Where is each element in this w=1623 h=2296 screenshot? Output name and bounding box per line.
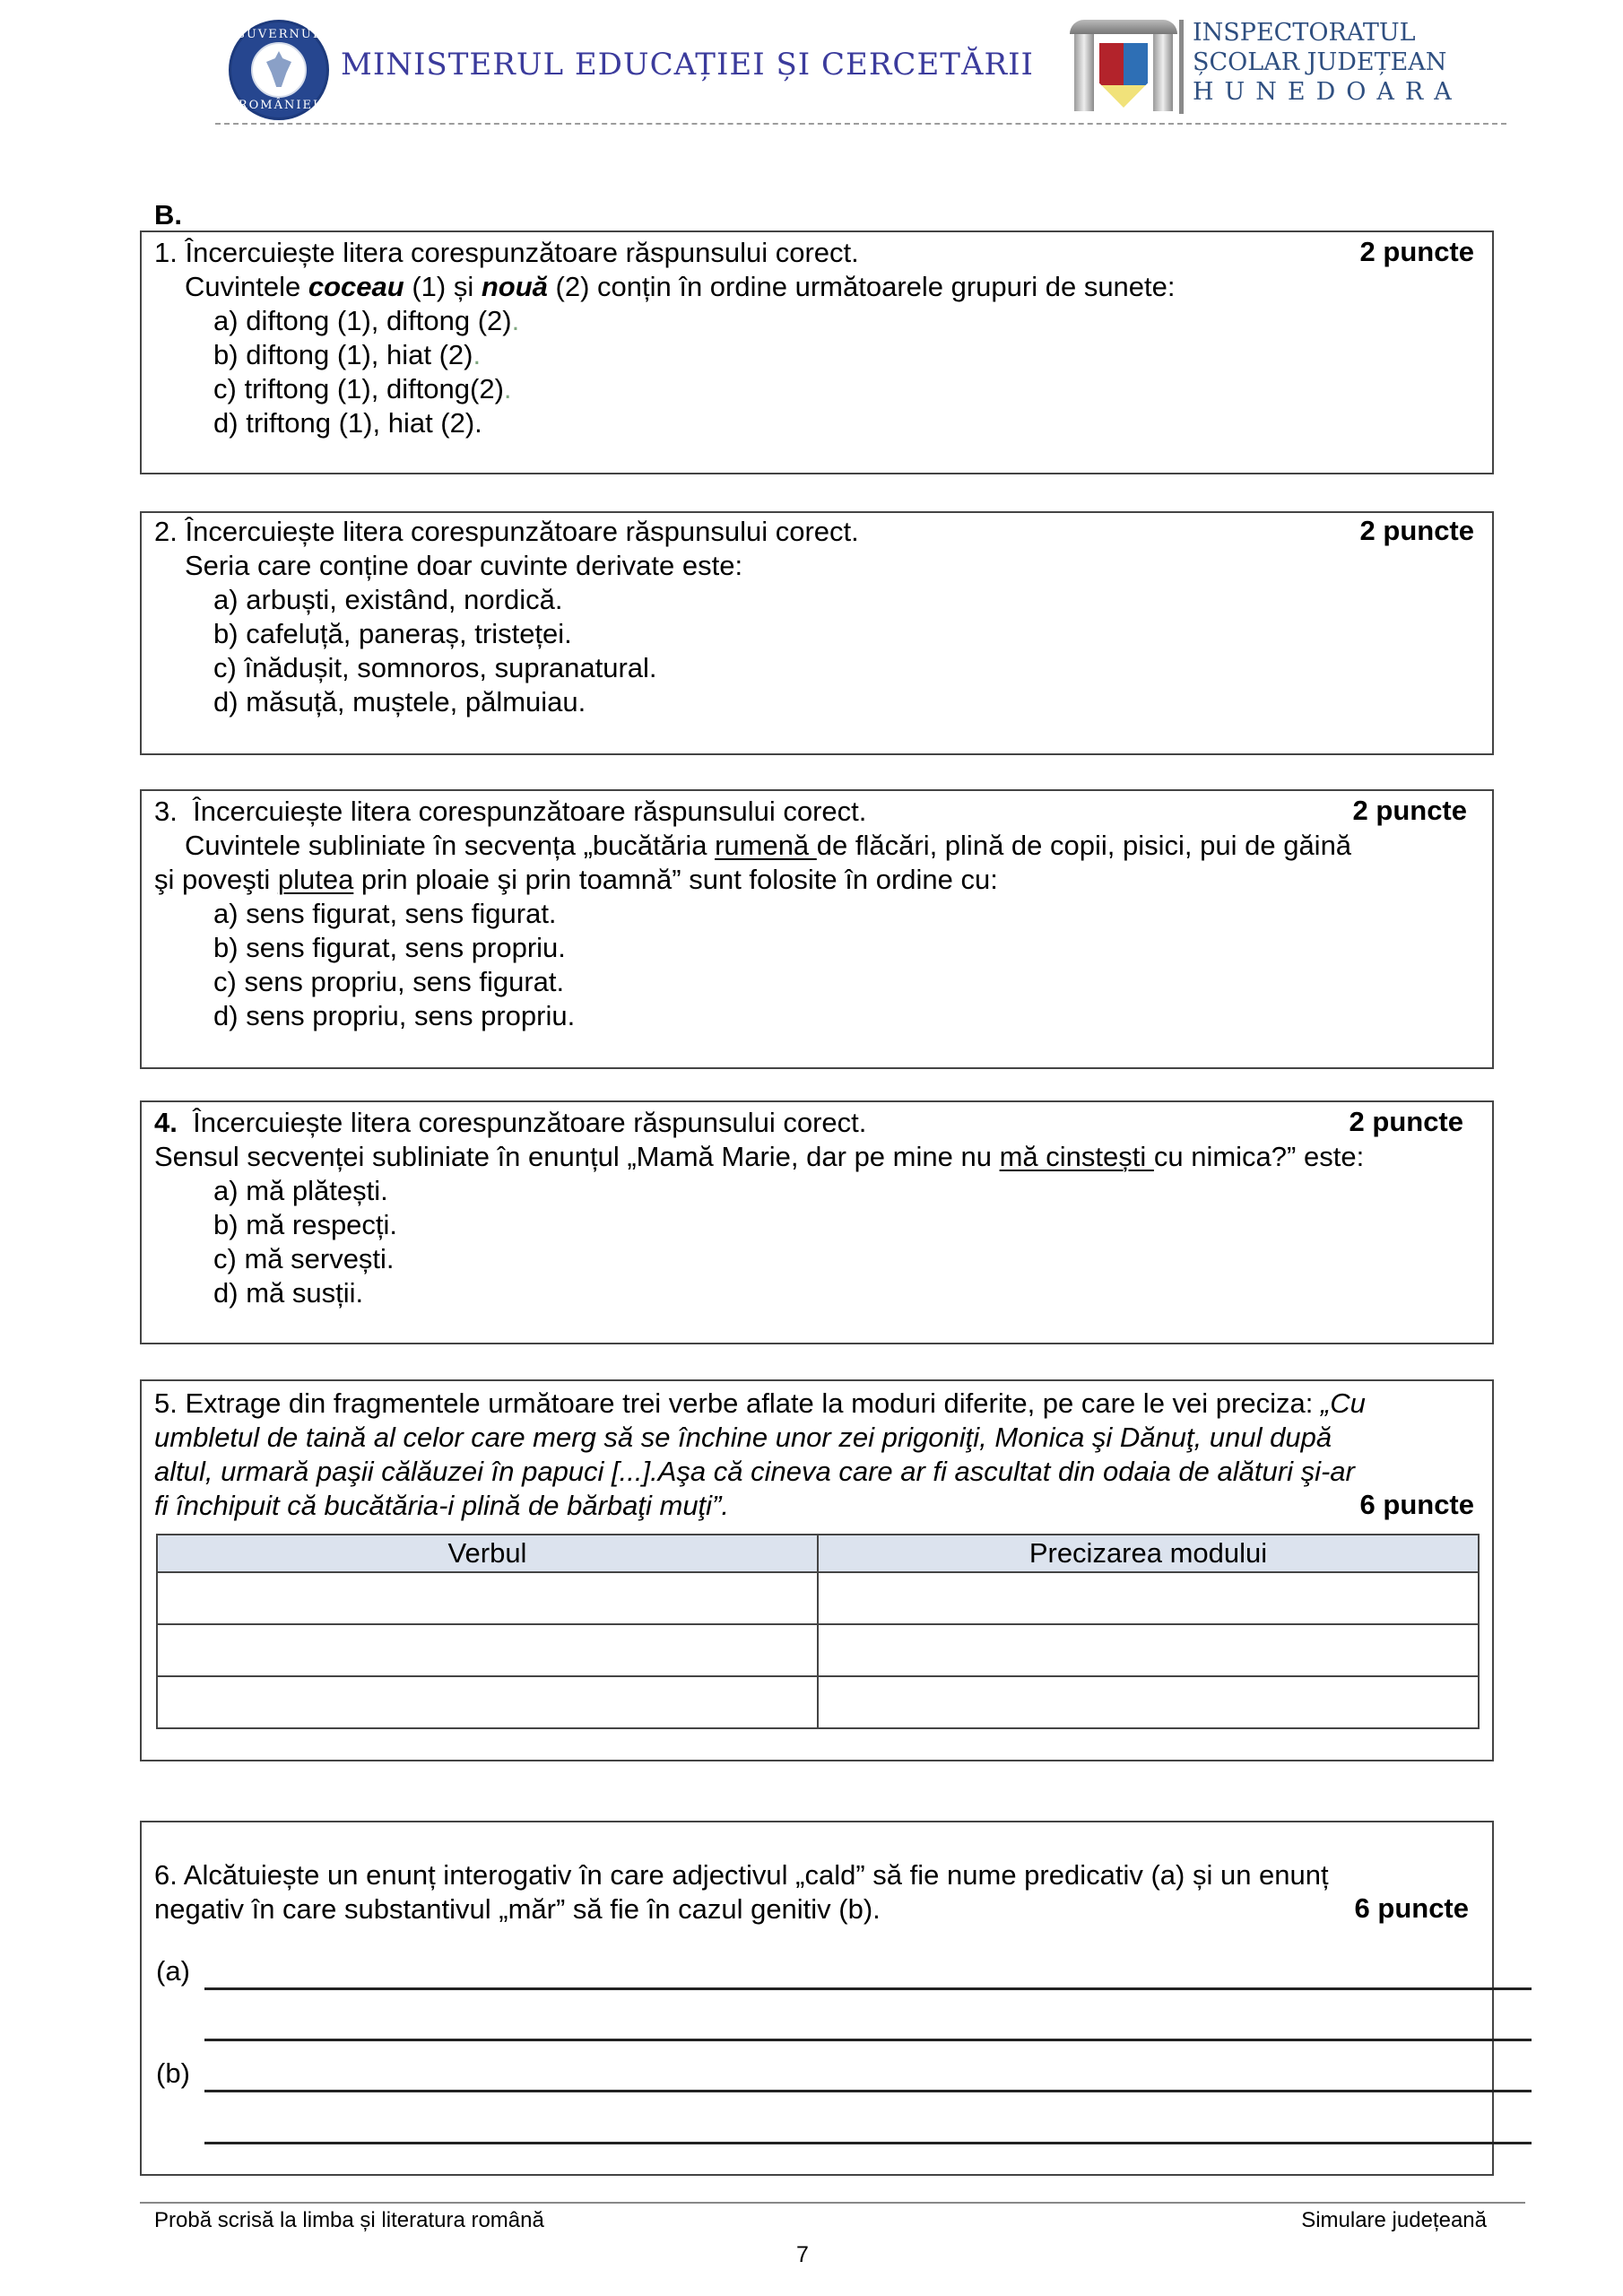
verbs-table (156, 1534, 1480, 1729)
question-1-box (140, 230, 1494, 474)
government-seal-logo (229, 20, 329, 120)
footer-divider (140, 2202, 1525, 2204)
question-3-stem-line-2: şi poveşti plutea prin ploaie şi prin toamnă” sunt folosite în ordine cu: (154, 864, 998, 895)
question-4-points: 2 puncte (1349, 1106, 1463, 1137)
table-header-row (157, 1535, 1479, 1572)
question-5-instruction: 5. Extrage din fragmentele următoare trei verbe aflate la moduri diferite, pe care le vei preciza: „Cu (154, 1387, 1366, 1419)
answer-line-b-2[interactable] (204, 2142, 1532, 2144)
column-icon (1074, 34, 1094, 111)
option-a[interactable]: a) arbuști, existând, nordică. (213, 584, 563, 615)
isj-line-3: HUNEDOARA (1193, 78, 1462, 106)
seal-ring-top-text: GUVERNUL (235, 28, 323, 41)
verb-cell[interactable] (157, 1624, 818, 1676)
question-3-points: 2 puncte (1352, 795, 1467, 826)
question-6-points: 6 puncte (1354, 1892, 1469, 1924)
question-2-instruction: 2. Încercuiește litera corespunzătoare răspunsului corect. (154, 516, 859, 547)
underlined-word-rumena: rumenă (715, 830, 817, 861)
arch-icon (1070, 20, 1177, 34)
option-d[interactable]: d) sens propriu, sens propriu. (213, 1000, 576, 1031)
option-a[interactable]: a) sens figurat, sens figurat. (213, 898, 557, 929)
verb-cell[interactable] (157, 1572, 818, 1624)
section-label: B. (154, 199, 182, 230)
question-5-points: 6 puncte (1359, 1489, 1474, 1520)
page-number: 7 (796, 2242, 809, 2267)
question-2-points: 2 puncte (1359, 515, 1474, 546)
isj-title (1193, 18, 1462, 107)
answer-label-b: (b) (156, 2057, 190, 2089)
answer-line-a-2[interactable] (204, 2039, 1532, 2041)
isj-hunedoara-logo (1065, 18, 1182, 117)
header-divider (215, 123, 1506, 125)
table-row (157, 1676, 1479, 1728)
page-header (0, 0, 1623, 126)
column-header-verb: Verbul (157, 1535, 818, 1572)
question-6-line-1: 6. Alcătuiește un enunț interogativ în care adjectivul „cald” să fie nume predicativ (a) și un enunț (154, 1859, 1329, 1891)
option-c[interactable]: c) mă servești. (213, 1243, 395, 1274)
question-6-box (140, 1821, 1494, 2176)
option-b[interactable]: b) sens figurat, sens propriu. (213, 932, 566, 963)
answer-line-a-1[interactable] (204, 1987, 1532, 1990)
mood-cell[interactable] (818, 1676, 1479, 1728)
table-row (157, 1624, 1479, 1676)
option-c[interactable]: c) sens propriu, sens figurat. (213, 966, 565, 997)
option-b[interactable]: b) diftong (1), hiat (2). (213, 339, 482, 370)
isj-line-2: ȘCOLAR JUDEȚEAN (1193, 48, 1447, 76)
question-5-quote-line-2: umbletul de taină al celor care merg să se închine unor zei prigoniţi, Monica şi Dănuţ, unul după (154, 1422, 1332, 1453)
question-6-line-2: negativ în care substantivul „măr” să fie în cazul genitiv (b). (154, 1893, 881, 1925)
option-d[interactable]: d) măsuță, muștele, pălmuiau. (213, 686, 586, 718)
seal-ring-bottom-text: ROMÂNIEI (238, 99, 320, 112)
seal-center (251, 42, 307, 98)
question-5-quote-line-3: altul, urmară paşii călăuzei în papuci [...].Aşa că cineva care ar fi ascultat din odaia de alături şi-ar (154, 1456, 1355, 1487)
option-c[interactable]: c) înădușit, somnoros, supranatural. (213, 652, 657, 683)
logo-divider (1179, 20, 1184, 114)
coat-of-arms-icon (1099, 43, 1148, 108)
option-d[interactable]: d) mă susții. (213, 1277, 364, 1309)
question-5-box (140, 1379, 1494, 1761)
option-b[interactable]: b) mă respecți. (213, 1209, 398, 1240)
question-4-stem: Sensul secvenței subliniate în enunțul „Mamă Marie, dar pe mine nu mă cinstești cu nimica?” este: (154, 1141, 1365, 1172)
footer-exam-type: Simulare județeană (1301, 2208, 1487, 2232)
question-3-instruction: 3. Încercuiește litera corespunzătoare răspunsului corect. (154, 796, 867, 827)
answer-label-a: (a) (156, 1955, 190, 1987)
isj-line-1: INSPECTORATUL (1193, 19, 1416, 47)
column-header-mood: Precizarea modului (818, 1535, 1479, 1572)
question-1-points: 2 puncte (1359, 236, 1474, 267)
option-a[interactable]: a) mă plătești. (213, 1175, 388, 1206)
footer-exam-title: Probă scrisă la limba și literatura română (154, 2208, 544, 2232)
option-a[interactable]: a) diftong (1), diftong (2). (213, 305, 520, 336)
table-row (157, 1572, 1479, 1624)
answer-line-b-1[interactable] (204, 2090, 1532, 2092)
underlined-phrase: mă cinstești (999, 1141, 1154, 1172)
question-2-box (140, 511, 1494, 755)
question-5-quote-line-4: fi închipuit că bucătăria-i plină de bărbaţi muţi”. (154, 1490, 729, 1521)
column-icon (1153, 34, 1173, 111)
verb-cell[interactable] (157, 1676, 818, 1728)
question-4-box (140, 1100, 1494, 1344)
question-3-box (140, 789, 1494, 1069)
option-d[interactable]: d) triftong (1), hiat (2). (213, 407, 482, 439)
option-b[interactable]: b) cafeluță, paneraș, tristeței. (213, 618, 572, 649)
question-4-instruction: 4. Încercuiește litera corespunzătoare răspunsului corect. (154, 1107, 867, 1138)
question-1-instruction: 1. Încercuiește litera corespunzătoare răspunsului corect. (154, 237, 859, 268)
ministry-title: MINISTERUL EDUCAȚIEI ȘI CERCETĂRII (341, 47, 1034, 83)
mood-cell[interactable] (818, 1624, 1479, 1676)
question-2-stem: Seria care conține doar cuvinte derivate este: (185, 550, 743, 581)
question-3-stem-line-1: Cuvintele subliniate în secvența „bucătăria rumenă de flăcări, plină de copii, pisici, pui de găină (185, 830, 1352, 861)
underlined-word-plutea: plutea (277, 864, 354, 895)
word-coceau: coceau (308, 271, 404, 302)
question-1-stem: Cuvintele coceau (1) și nouă (2) conțin în ordine următoarele grupuri de sunete: (185, 271, 1176, 302)
word-noua: nouă (481, 271, 548, 302)
eagle-icon (266, 51, 291, 87)
option-c[interactable]: c) triftong (1), diftong(2). (213, 373, 512, 404)
mood-cell[interactable] (818, 1572, 1479, 1624)
